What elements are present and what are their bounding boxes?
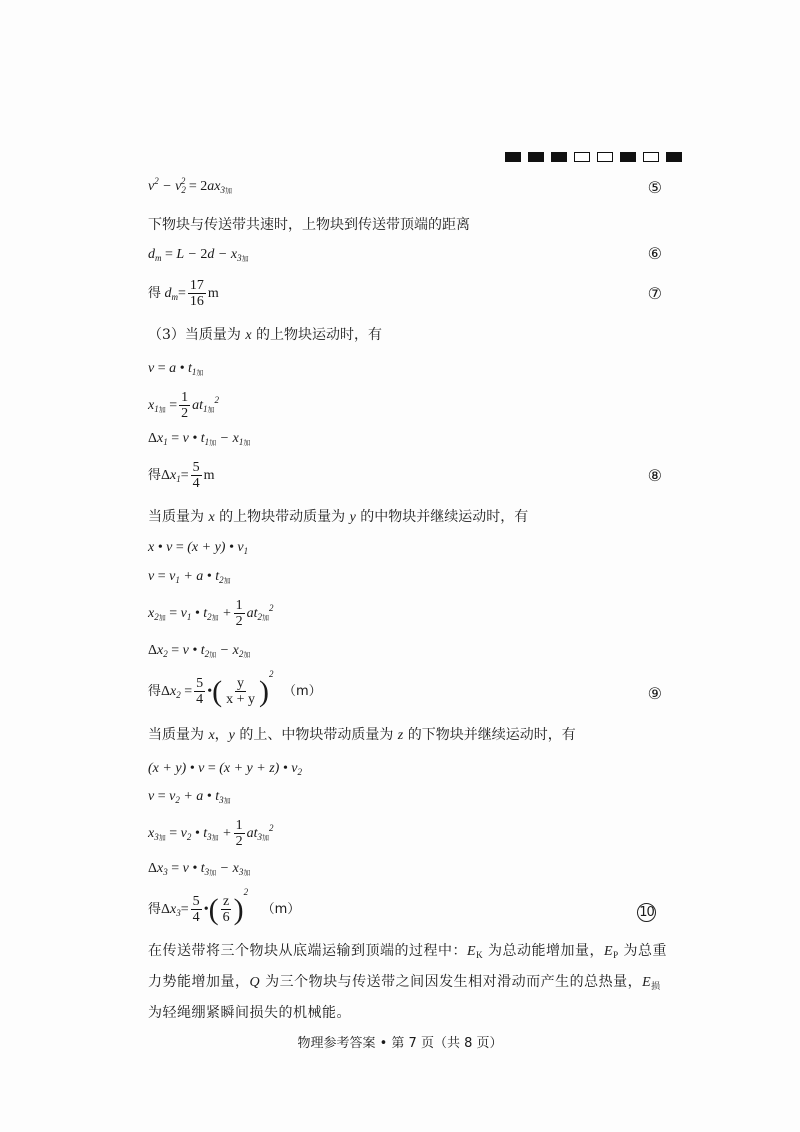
closing-paragraph: 在传送带将三个物块从底端运输到顶端的过程中：$E_K$ 为总动能增加量，$E_P$ 为总重力势能增加量，Q 为三个物块与传送带之间因发生相对滑动而产生的总热量，$E_损$ 为轻绳绷紧瞬间损失的机械能。 (148, 943, 668, 1021)
equation-5: $v^2 - v_2^2 = 2ax_{3加}$ (148, 176, 233, 195)
marker-9: ⑨ (647, 684, 662, 703)
marker-6: ⑥ (647, 244, 662, 263)
marker-5: ⑤ (647, 178, 662, 197)
mark-box (620, 152, 636, 162)
equation-dx2: $\Delta x_2 = v$ • $t_{2加} - x_{2加}$ (148, 643, 251, 659)
mark-box (551, 152, 567, 162)
answer-marker-strip (505, 152, 682, 162)
mark-box (505, 152, 521, 162)
text-line: 当质量为 x 的上物块带动质量为 y 的中物块并继续运动时，有 (148, 509, 529, 525)
equation-x3: $x_{3加} = v_2$ • $t_{3加}$ + $\frac{1}{2}$ $at_{3加}^2$ (148, 818, 274, 850)
mark-box (643, 152, 659, 162)
equation-v2: $v = v_1 + a$ • $t_{2加}$ (148, 569, 231, 585)
equation-dx1: $\Delta x_1 = v$ • $t_{1加} - x_{1加}$ (148, 431, 251, 447)
page-footer: 物理参考答案 • 第 7 页（共 8 页） (297, 1036, 503, 1051)
equation-10: 得$\Delta x_3=$ $\frac{5}{4}$ •( $\frac{z}{6}$ )$^2$ （m） (148, 887, 301, 926)
text-line: 当质量为 x，y 的上、中物块带动质量为 z 的下物块并继续运动时，有 (148, 727, 576, 743)
text-line: 下物块与传送带共速时，上物块到传送带顶端的距离 (148, 217, 470, 233)
section-3-heading: （3）当质量为 x 的上物块运动时，有 (148, 327, 383, 343)
equation-momentum-2: (x + y) • v = (x + y + z) • $v_2$ (148, 761, 302, 777)
equation-8: 得$\Delta x_1=$ $\frac{5}{4}$ m (148, 460, 215, 492)
mark-box (597, 152, 613, 162)
marker-10: 10 (637, 903, 656, 922)
mark-box (574, 152, 590, 162)
equation-9: 得$\Delta x_2$ = $\frac{5}{4}$ •( $\frac{y}{x + y}$ )$^2$ （m） (148, 669, 322, 708)
equation-x1: $x_{1加}$ = $\frac{1}{2}$ $at_{1加}^2$ (148, 390, 220, 422)
equation-6: $d_m = L - 2d - x_{3加}$ (148, 247, 249, 263)
mark-box (666, 152, 682, 162)
equation-v3: $v = v_2 + a$ • $t_{3加}$ (148, 789, 231, 805)
equation-dx3: $\Delta x_3 = v$ • $t_{3加} - x_{3加}$ (148, 861, 251, 877)
marker-7: ⑦ (647, 284, 662, 303)
equation-v1: v = a • $t_{1加}$ (148, 361, 204, 377)
marker-8: ⑧ (647, 466, 662, 485)
equation-x2: $x_{2加} = v_1$ • $t_{2加}$ + $\frac{1}{2}$ $at_{2加}^2$ (148, 598, 274, 630)
equation-7: 得 $d_m=$ $\frac{17}{16}$ m (148, 278, 219, 310)
mark-box (528, 152, 544, 162)
equation-momentum-1: x • v = (x + y) • $v_1$ (148, 540, 249, 556)
